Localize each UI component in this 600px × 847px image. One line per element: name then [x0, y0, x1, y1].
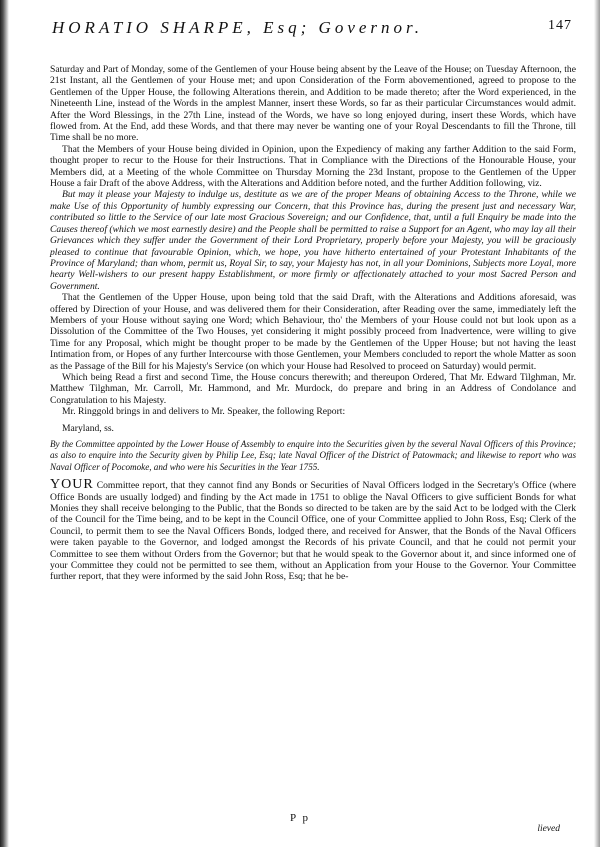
- scan-edge-left: [0, 0, 12, 847]
- paragraph-report-intro: Mr. Ringgold brings in and delivers to Mr. Speaker, the following Report:: [62, 406, 346, 418]
- page-number: 147: [548, 18, 572, 33]
- header-title: HORATIO SHARPE, Esq; Governor.: [52, 18, 424, 37]
- running-header: [52, 18, 572, 44]
- report-paragraph: [50, 479, 576, 583]
- paragraph-members-divided: That the Members of your House being divided in Opinion, upon the Expediency of making any farther Addition to the said Form, thought proper to recur to the House for their Instructions. That in Compliance with the Directions of the Honourable House, your Members did, at a Meeting of the whole Committee on Thursday Morning the 23d Instant, propose to the Gentlemen of the Upper House a fair Draft of the above Address, with the Alterations and Addition before noted, and the further Addition following, viz.: [50, 143, 576, 190]
- paragraph-address-addition: But may it please your Majesty to indulge us, destitute as we are of the proper Means of obtaining Access to the Throne, while we make Use of this Opportunity of humbly expressing our Concern, that this Province has, during the present just and necessary War, contributed so little to the Service of our late most Gracious Sovereign; and our Confidence, that, until a full Enquiry be made into the Causes thereof (which we most earnestly desire) and the People shall be permitted to raise a Support for an Agent, who may lay all their Grievances which they suffer under the Government of their Lord Proprietary, properly before your Majesty, you will be graciously pleased to continue that favourable Opinion, which, we hope, you have hitherto entertained of your Protestant Inhabitants of the Province of Maryland; than whom, permit us, Royal Sir, to say, your Majesty has not, in all your Dominions, Subjects more Loyal, more hearty Well-wishers to our present happy Establishment, or more firmly or affectionately attached to your most Sacred Person and Government.: [50, 189, 576, 292]
- scan-edge-right: [594, 0, 600, 847]
- report-text: Committee report, that they cannot find any Bonds or Securities of Naval Officers lodged in the Secretary's Office (where Office Bonds are usually lodged) and finding by the Act made in 1751 to oblige the Naval Officers to give sufficient Bonds for what Monies they shall receive belonging to the Public, that the Bonds so directed to be taken are by the said Act to be lodged with the Clerk of the Council for the Time being, and to be kept in the Council Office, one of your Committee applied to John Ross, Esq; Clerk of the Council, to permit them to see the Naval Officers Bonds, lodged there, and received for Answer, that the Bonds of the Naval Officers were taken payable to the Governor, and lodged amongst the Records of his private Council, and that he could not permit your Committee to see them without Orders from the Governor; but that he would speak to the Governor about it, and since informed one of your Committee they could not be permitted to see them, without an Application from your House to the Governor. Your Committee further report, that they were informed by the said John Ross, Esq; that he be-: [50, 480, 576, 583]
- signature-mark: P p: [290, 812, 310, 824]
- catchword: lieved: [537, 824, 560, 834]
- drop-cap: YOUR: [50, 477, 94, 493]
- committee-heading: By the Committee appointed by the Lower House of Assembly to enquire into the Securities given by the several Naval Officers of this Province; as also to enquire into the Security given by Philip Lee, Esq; late Naval Officer of the District of Patowmack; and likewise to report who was Naval Officer of Pocomoke, and who were his Securities in the Year 1755.: [50, 439, 576, 472]
- paragraph-order: Which being Read a first and second Time, the House concurs therewith; and thereupon Ordered, That Mr. Edward Tilghman, Mr. Matthew Tilghman, Mr. Carroll, Mr. Hammond, and Mr. Murdock, do prepare and bring in an Address of Condolance and Congratulation to his Majesty.: [50, 371, 576, 406]
- salutation: Maryland, ss.: [62, 422, 114, 434]
- paragraph-upper-house-response: That the Gentlemen of the Upper House, upon being told that the said Draft, with the Alterations and Additions aforesaid, was offered by Direction of your House, and was delivered them for their Consideration, after Reading over the same, immediately left the Members of your House without saying one Word; which Behaviour, tho' the Members of your House could not but look upon as a Dissolution of the Committee of the Two Houses, yet considering it might possibly proceed from Inadvertence, were willing to give Time for any Proposal, which might be thought proper to be made by the Gentlemen of the Upper House; but not having the least Intimation from, or Hopes of any further Intercourse with those Gentlemen, your Members concluded to report the whole Matter as soon as the Passage of the Bill for his Majesty's Service (on which your House had Resolved to proceed on Saturday) would permit.: [50, 292, 576, 372]
- paragraph-alterations: Saturday and Part of Monday, some of the Gentlemen of your House being absent by the Leave of the House; on Tuesday Afternoon, the 21st Instant, all the Gentlemen of your House met; and upon Consideration of the Form abovementioned, agreed to propose to the Gentlemen of the Upper House, the following Alterations therein, and Addition to be made thereto; after the Word experienced, in the Nineteenth Line, instead of the Words in the amplest Manner, insert these Words, so far as their particular Circumstances would admit. After the Word Blessings, in the 27th Line, instead of the Words, we have so long enjoyed during, insert these Words, which have flowed from. At the End, add these Words, and that there may never be wanting one of your Royal Descendants to fill the Throne, till Time shall be no more.: [50, 64, 576, 144]
- document-body: [50, 64, 576, 583]
